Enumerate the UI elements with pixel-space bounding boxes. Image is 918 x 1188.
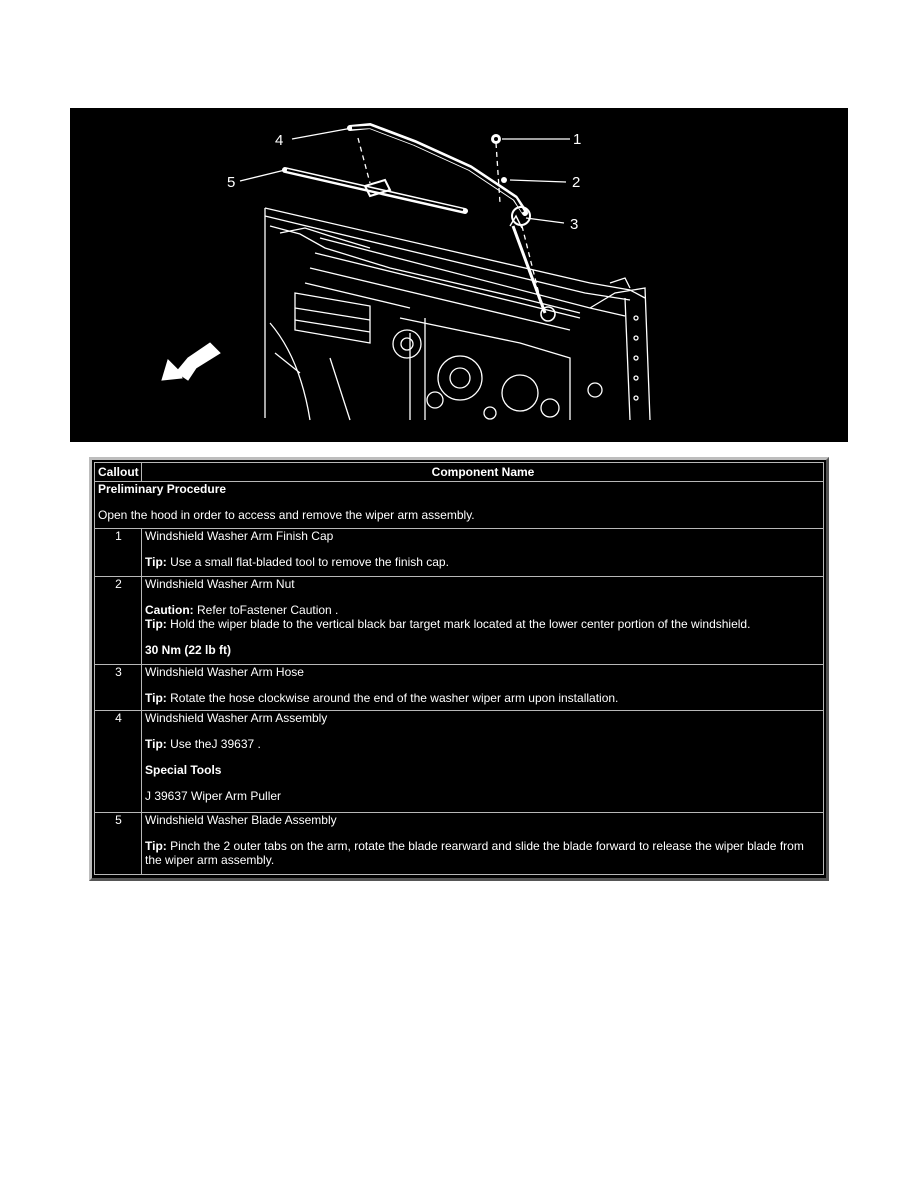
tip-text: Use a small flat-bladed tool to remove the finish cap. — [166, 555, 449, 569]
wiper-blade — [285, 170, 465, 211]
callout-number: 1 — [95, 529, 142, 577]
callout-number: 3 — [95, 665, 142, 711]
special-tool-item: J 39637 Wiper Arm Puller — [145, 789, 282, 803]
callout-label-1: 1 — [573, 131, 582, 148]
component-name: Windshield Washer Arm Assembly — [145, 711, 328, 725]
table-row — [95, 813, 824, 875]
component-name: Windshield Washer Blade Assembly — [145, 813, 337, 827]
callout-number: 5 — [95, 813, 142, 875]
wiper-arm-illustration — [70, 108, 848, 442]
callout-number: 2 — [95, 577, 142, 665]
callout-column-header: Callout — [95, 463, 142, 482]
component-name: Windshield Washer Arm Finish Cap — [145, 529, 334, 543]
wiper-arm — [350, 126, 555, 321]
tip-label: Tip: — [145, 737, 167, 751]
component-column-header: Component Name — [142, 463, 824, 482]
preliminary-text: Open the hood in order to access and remove the wiper arm assembly. — [98, 508, 475, 522]
tip-label: Tip: — [145, 555, 167, 569]
table-header-row — [95, 463, 824, 482]
preliminary-row — [95, 482, 824, 529]
component-name: Windshield Washer Arm Nut — [145, 577, 295, 591]
tip-label: Tip: — [145, 691, 167, 705]
tip-text: Pinch the 2 outer tabs on the arm, rotate the blade rearward and slide the blade forward to release the wiper blade from the wiper arm assembly. — [145, 839, 804, 867]
tip-text: Rotate the hose clockwise around the end of the washer wiper arm upon installation. — [166, 691, 619, 705]
callout-label-3: 3 — [570, 216, 579, 233]
vehicle-front-arrow-icon — [162, 343, 220, 380]
caution-label: Caution: — [145, 603, 194, 617]
component-name: Windshield Washer Arm Hose — [145, 665, 304, 679]
table-row — [95, 529, 824, 577]
procedure-table — [94, 462, 824, 875]
tip-label: Tip: — [145, 617, 167, 631]
tip-label: Tip: — [145, 839, 167, 853]
table-row — [95, 665, 824, 711]
callout-label-2: 2 — [572, 174, 581, 191]
callout-label-4: 4 — [275, 132, 284, 149]
tip-text: Use theJ 39637 . — [166, 737, 261, 751]
table-row — [95, 577, 824, 665]
vehicle-cowl-drawing — [265, 208, 650, 420]
torque-spec: 30 Nm (22 lb ft) — [145, 643, 232, 657]
caution-text: Refer toFastener Caution . — [193, 603, 339, 617]
table-row — [95, 711, 824, 813]
callout-number: 4 — [95, 711, 142, 813]
procedure-table-frame — [89, 457, 829, 881]
exploded-view-drawing — [70, 108, 848, 442]
nut-part — [501, 177, 507, 183]
tip-text: Hold the wiper blade to the vertical black bar target mark located at the lower center portion of the windshield. — [166, 617, 751, 631]
special-tools-title: Special Tools — [145, 763, 222, 777]
callout-label-5: 5 — [227, 174, 236, 191]
preliminary-title: Preliminary Procedure — [98, 482, 227, 496]
